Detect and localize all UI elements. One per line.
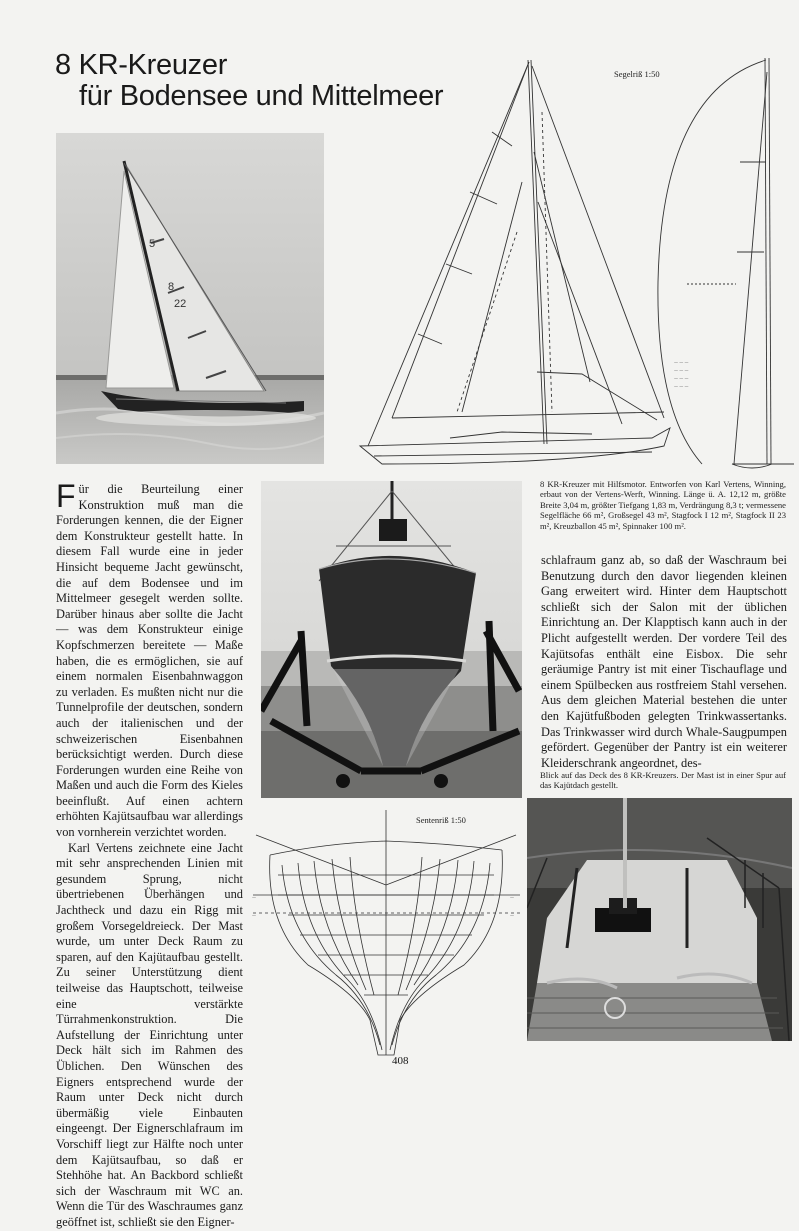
sail-number-3: 22 bbox=[174, 298, 187, 310]
svg-text:— — —: — — — bbox=[674, 360, 689, 365]
sail-plan-drawing bbox=[352, 52, 794, 472]
svg-text:—: — bbox=[252, 913, 256, 918]
article-paragraph-2: Karl Vertens zeichnete eine Jacht mit sehr ansprechenden Linien mit gesundem Sprung, nicht übertriebenen Überhängen und Jachtheck und dazu ein Rigg mit großem Vorsegeldreieck. Der Mast wurde, um unter Deck Raum zu sparen, auf den Kajütaufbau gestellt. Zu seiner Unterstützung dient teilweise das Hauptschott, teilweise eine verstärkte Türrahmenkonstruktion. Die Aufstellung der Einrichtung unter Deck hält sich im Rahmen des Üblichen. Den Wünschen des Eigners entsprechend wurde der Raum unter Deck nicht durch übermäßig viele Einbauten eingeengt. Der Eignerschlafraum im Vorschiff liegt zur Hälfte noch unter dem Kajütsaufbau, so daß er Stehhöhe hat. An Backbord schließt sich der Waschraum mit WC an. Wenn die Tür des Waschraumes ganz geöffnet ist, schließt sie den Eigner- bbox=[56, 840, 243, 1229]
sail-number-1: 5 bbox=[149, 238, 156, 250]
sailing-yacht-photo bbox=[56, 133, 324, 464]
article-column-1 bbox=[56, 478, 243, 1231]
article-paragraph-1: Für die Beurteilung einer Konstruktion muß man die Forderungen kennen, die der Eigner dem Konstrukteur gestellt hatte. In diesem Fall wurde eine in jeder Hinsicht bequeme Jacht gewünscht, die auf dem Bodensee und im Mittelmeer gesegelt werden sollte. Darüber hinaus aber sollte die Jacht — was dem Konstrukteur einige Kopfschmerzen bereitete — Maße haben, die es ermöglichen, sie auf einem normalen Eisenbahnwaggon zu verladen. Es mußten nicht nur die Tunnelprofile der deutschen, sondern auch der italienischen und der schweizerischen Eisenbahnen berücksichtigt werden. Durch diese Forderungen wurden eine Reihe von Maßen und auch die Form des Kieles beeinflußt. Auf einen achtern erhöhten Kajütsaufbau war allerdings von vornherein verzichtet worden. bbox=[56, 478, 243, 840]
title-line-1: 8 KR-Kreuzer bbox=[55, 49, 228, 81]
svg-text:— — —: — — — bbox=[674, 368, 689, 373]
sail-plan-label: Segelriß 1:50 bbox=[614, 69, 660, 79]
title-line-2: für Bodensee und Mittelmeer bbox=[79, 80, 444, 112]
sail-number-2: 8 bbox=[168, 281, 175, 293]
article-paragraph-3: schlafraum ganz ab, so daß der Waschraum bei Benutzung durch den davor liegenden kleinen Gang erweitert wird. Hinter dem Hauptschott schließt sich der Salon mit der üblichen Einrichtung an. Der Klapptisch kann auch in der Plicht aufgestellt werden. Der vordere Teil des Kajütsofas enthält eine Eisbox. Die sehr geräumige Pantry ist mit einer Tischauflage und einem Spülbecken aus rostfreiem Stahl versehen. Aus dem gleichen Material bestehen die unter den Kajütfußboden gelegten Trinkwassertanks. Das Trinkwasser wird durch Whale-Saugpumpen gefördert. Gegenüber der Pantry ist ein weiterer Kleiderschrank angeordnet, des- bbox=[541, 553, 787, 770]
page-number: 408 bbox=[392, 1055, 409, 1067]
svg-text:— — —: — — — bbox=[674, 384, 689, 389]
section-plan-label: Sentenriß 1:50 bbox=[416, 815, 466, 825]
drop-cap: F bbox=[56, 478, 76, 514]
svg-text:—: — bbox=[510, 913, 514, 918]
hull-on-cradle-photo bbox=[261, 481, 522, 798]
design-caption: 8 KR-Kreuzer mit Hilfsmotor. Entworfen von Karl Vertens, Winning, erbaut von der Vertens-Werft, Winning. Länge ü. A. 12,12 m, größte Breite 3,04 m, größter Tiefgang 1,83 m, Verdrängung 8,3 t; vermessene Segelfläche 66 m², Großsegel 43 m², Stagfock I 12 m², Stagfock II 23 m², Kreuzballon 45 m², Spinnaker 100 m². bbox=[540, 479, 786, 531]
article-column-3 bbox=[541, 553, 787, 771]
deck-caption: Blick auf das Deck des 8 KR-Kreuzers. Der Mast ist in einer Spur auf das Kajütdach gestellt. bbox=[540, 770, 786, 791]
svg-text:—: — bbox=[252, 895, 256, 900]
svg-text:—: — bbox=[510, 895, 514, 900]
svg-text:— — —: — — — bbox=[674, 376, 689, 381]
deck-view-photo bbox=[527, 798, 792, 1041]
section-plan-drawing bbox=[248, 805, 524, 1063]
